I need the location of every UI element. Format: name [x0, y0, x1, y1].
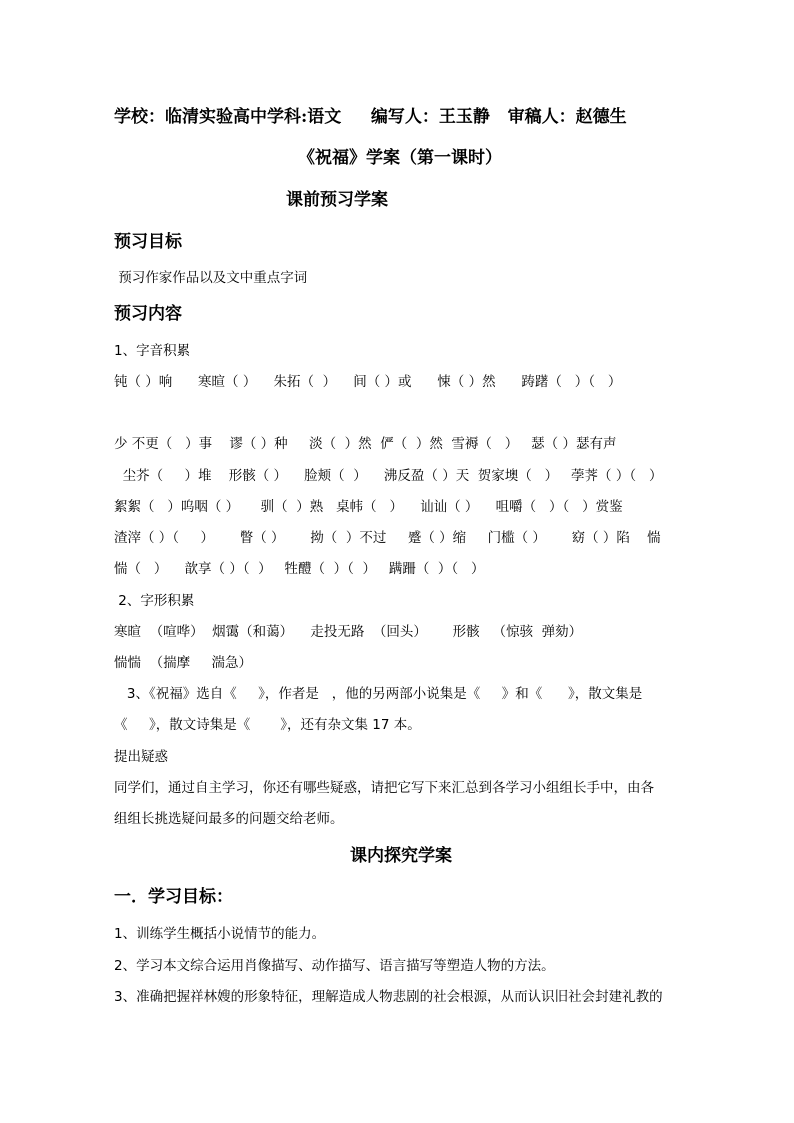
doubt-paragraph-line: 同学们，通过自主学习，你还有哪些疑惑，请把它写下来汇总到各学习小组组长手中，由各 [114, 780, 654, 796]
explore-section-title: 课内探究学案 [350, 846, 452, 866]
pronunciation-line: 絮絮（ ）呜咽（ ） 驯（ ）熟 桌帏（ ） 讪讪（ ） 咀嚼（ ）（ ）赏鉴 [114, 499, 623, 515]
goal-text: 预习作家作品以及文中重点字词 [114, 270, 308, 286]
glyph-line: 寒暄 （喧哗） 烟霭（和蔼） 走投无路 （回头） 形骸 （惊骇 弹劾） [114, 624, 583, 640]
document-title: 《祝福》学案（第一课时） [298, 148, 502, 168]
study-goals-heading: 一．学习目标： [114, 887, 233, 907]
school-header: 学校：临清实验高中学科:语文 编写人：王玉静 审稿人：赵德生 [114, 107, 627, 127]
goal-heading: 预习目标 [114, 232, 182, 252]
glyph-line: 惴惴 （揣摩 湍急） [114, 655, 253, 671]
pronunciation-item-label: 1、字音积累 [114, 343, 191, 359]
author-question-line: 《 》，散文诗集是《 》，还有杂文集 17 本。 [114, 717, 421, 733]
doubt-paragraph-line: 组组长挑选疑问最多的问题交给老师。 [114, 811, 344, 827]
pronunciation-line: 少 不更（ ）事 谬（ ）种 淡（ ）然 俨（ ）然 雪褥（ ） 瑟（ ）瑟有声 [114, 436, 617, 452]
doubt-heading: 提出疑惑 [114, 749, 168, 765]
study-goal-item: 1、训练学生概括小说情节的能力。 [114, 926, 326, 942]
pronunciation-line: 尘芥（ ）堆 形骸（ ） 脸颊（ ） 沸反盈（ ）天 贺家墺（ ） 荸荠（ ）（ ） [114, 468, 663, 484]
pronunciation-line: 钝（ ）响 寒暄（ ） 朱拓（ ） 间（ ）或 悚（ ）然 踌躇（ ）（ ） [114, 374, 622, 390]
study-goal-item: 2、学习本文综合运用肖像描写、动作描写、语言描写等塑造人物的方法。 [114, 958, 555, 974]
pronunciation-line: 渣滓（ ）（ ） 瞥（ ） 拗（ ）不过 蹙（ ）缩 门槛（ ） 窈（ ）陷 惴 [114, 530, 661, 546]
author-question-line: 3、《祝福》选自《 》，作者是 ，他的另两部小说集是《 》和《 》，散文集是 [114, 686, 643, 702]
content-heading: 预习内容 [114, 304, 182, 324]
glyph-item-label: 2、字形积累 [114, 593, 195, 609]
study-goal-item: 3、准确把握祥林嫂的形象特征，理解造成人物悲剧的社会根源，从而认识旧社会封建礼教的 [114, 989, 663, 1005]
preview-section-title: 课前预习学案 [286, 190, 388, 210]
pronunciation-line: 惴（ ） 歆享（ ）（ ） 牲醴（ ）（ ） 蹒跚（ ）（ ） [114, 561, 485, 577]
